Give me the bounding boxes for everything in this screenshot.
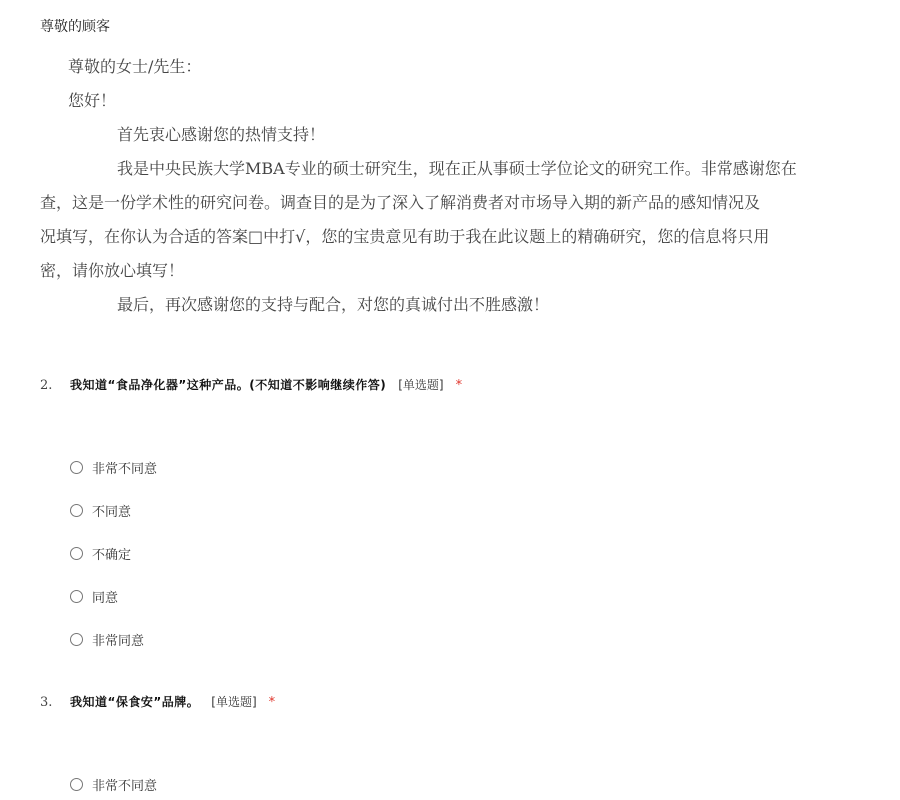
radio-unchecked-icon[interactable] bbox=[70, 461, 83, 474]
radio-unchecked-icon[interactable] bbox=[70, 547, 83, 560]
option-unsure[interactable] bbox=[70, 532, 880, 575]
option-strongly-disagree[interactable] bbox=[70, 763, 880, 800]
intro-salutation: 尊敬的女士/先生： bbox=[68, 57, 202, 76]
option-disagree[interactable] bbox=[70, 489, 880, 532]
option-strongly-disagree[interactable] bbox=[70, 446, 880, 489]
option-agree[interactable] bbox=[70, 575, 880, 618]
intro-closing: 最后，再次感谢您的支持与配合，对您的真诚付出不胜感激！ bbox=[117, 295, 550, 314]
question-header bbox=[40, 693, 880, 710]
option-label: 不确定 bbox=[92, 548, 132, 563]
radio-unchecked-icon[interactable] bbox=[70, 633, 83, 646]
required-mark: * bbox=[455, 378, 463, 393]
question-2 bbox=[40, 376, 880, 661]
intro-paragraph-line: 查，这是一份学术性的研究问卷。调查目的是为了深入了解消费者对市场导入期的新产品的感知情况及 bbox=[40, 193, 761, 212]
option-label: 不同意 bbox=[92, 505, 132, 520]
intro-thanks: 首先衷心感谢您的热情支持！ bbox=[117, 125, 326, 144]
option-list bbox=[70, 446, 880, 661]
question-text: 我知道“保食安”品牌。 bbox=[70, 695, 200, 709]
question-number: 3. bbox=[40, 695, 53, 710]
option-strongly-agree[interactable] bbox=[70, 618, 880, 661]
option-list bbox=[70, 763, 880, 800]
radio-unchecked-icon[interactable] bbox=[70, 590, 83, 603]
question-type-label: [单选题] bbox=[211, 695, 257, 709]
question-header bbox=[40, 376, 880, 393]
option-label: 非常不同意 bbox=[92, 462, 158, 477]
option-label: 同意 bbox=[92, 591, 119, 606]
question-text: 我知道“食品净化器”这种产品。(不知道不影响继续作答) bbox=[70, 378, 387, 392]
radio-unchecked-icon[interactable] bbox=[70, 778, 83, 791]
intro-paragraph-line: 我是中央民族大学MBA专业的硕士研究生，现在正从事硕士学位论文的研究工作。非常感谢您在 bbox=[117, 159, 797, 178]
option-label: 非常同意 bbox=[92, 634, 145, 649]
intro-paragraph-line: 密，请你放心填写！ bbox=[40, 261, 185, 280]
intro-greeting: 您好！ bbox=[68, 91, 117, 110]
intro-paragraph-line: 况填写，在你认为合适的答案□中打√，您的宝贵意见有助于我在此议题上的精确研究，您的信息将只用 bbox=[40, 227, 770, 246]
question-number: 2. bbox=[40, 378, 53, 393]
question-type-label: [单选题] bbox=[398, 378, 444, 392]
option-label: 非常不同意 bbox=[92, 779, 158, 794]
intro-letter bbox=[40, 52, 900, 324]
required-mark: * bbox=[268, 695, 276, 710]
radio-unchecked-icon[interactable] bbox=[70, 504, 83, 517]
question-3 bbox=[40, 693, 880, 800]
survey-title: 尊敬的顾客 bbox=[40, 19, 110, 35]
